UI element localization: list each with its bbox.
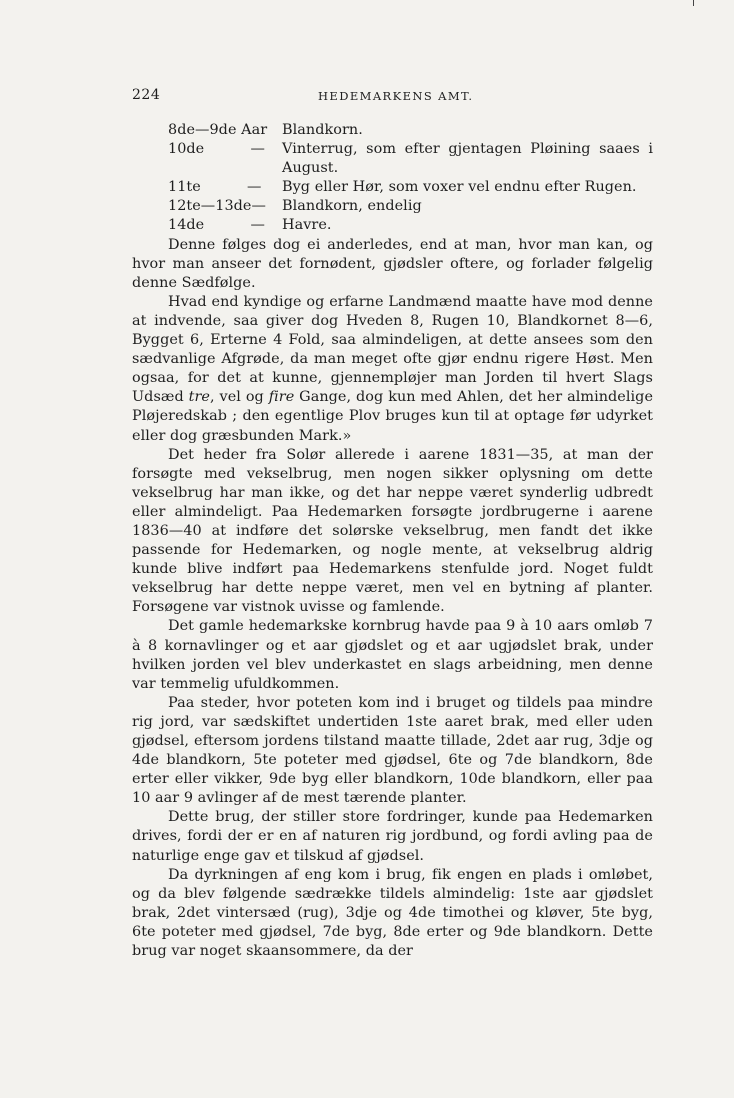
rotation-row [132, 178, 653, 197]
crop-rotation-list [132, 121, 653, 236]
quote-text: Gange, dog kun med Ahlen, det her almindelige Pløjeredskab ; den egentlige Plov bruges kun til at optage før udyrket eller dog græsbunden Mark.» [132, 389, 654, 444]
rotation-row [132, 121, 653, 140]
rotation-year: 14de — [168, 217, 265, 234]
rotation-crop: Blandkorn, endelig [282, 198, 422, 215]
paragraph: Da dyrkningen af eng kom i brug, fik engen en plads i omløbet, og da blev følgende sædrække tildels almindelig: 1ste aar gjødslet brak, 2det vintersæd (rug), 3dje og 4de timothei og kløver, 5te byg, 6te poteter med gjødsel, 7de byg, 8de erter og 9de blandkorn. Dette brug var noget skaansommere, da der [132, 866, 653, 960]
rotation-crop: Vinterrug, som efter gjentagen Pløining saaes i August. [282, 141, 653, 177]
rotation-row [132, 216, 653, 235]
rotation-row [132, 140, 653, 178]
rotation-year: 8de—9de Aar [168, 122, 268, 138]
paragraph: Det heder fra Solør allerede i aarene 1831—35, at man der forsøgte med vekselbrug, men nogen sikker oplysning om dette vekselbrug har man ikke, og det har neppe været synderlig udbredt eller almindeligt. Paa Hedemarken forsøgte jordbrugerne i aarene 1836—40 at indføre det solørske vekselbrug, men fandt det ikke passende for Hedemarken, og nogle mente, at vekselbrug aldrig kunde blive indført paa Hedemarkens stenfulde jord. Noget fuldt vekselbrug har dette neppe været, men vel en bytning af planter. Forsøgene var vistnok uvisse og famlende. [132, 446, 653, 616]
rotation-year: 12te—13de— [168, 198, 266, 215]
rotation-crop: Blandkorn. [282, 122, 363, 138]
quote-italic: tre [188, 389, 210, 406]
paragraph: Paa steder, hvor poteten kom ind i bruget og tildels paa mindre rig jord, var sædskiftet undertiden 1ste aaret brak, med eller uden gjødsel, eftersom jordens tilstand maatte tillade, 2det aar rug, 3dje og 4de blandkorn, 5te poteter med gjødsel, 6te og 7de blandkorn, 8de erter eller vikker, 9de byg eller blandkorn, 10de blandkorn, eller paa 10 aar 9 avlinger af de mest tærende planter. [132, 694, 653, 807]
rotation-row [132, 197, 653, 216]
running-head: HEDEMARKENS AMT. [318, 89, 474, 103]
scan-edge-mark [693, 0, 694, 6]
rotation-crop: Havre. [282, 217, 332, 234]
paragraph: Det gamle hedemarkske kornbrug havde paa 9 à 10 aars omløb 7 à 8 kornavlinger og et aar gjødslet og et aar ugjødslet brak, under hvilken jorden vel blev underkastet en slags arbeidning, men denne var temmelig ufuldkommen. [132, 618, 653, 692]
quote-text: , vel og [209, 389, 269, 406]
page-number: 224 [132, 87, 161, 103]
quoted-paragraph [132, 293, 653, 446]
quote-text: Hvad end kyndige og erfarne Landmænd maatte have mod denne at indvende, saa giver dog Hveden 8, Rugen 10, Blandkornet 8—6, Bygget 6, Erterne 4 Fold, saa almindeligen, at dette ansees som den sædvanlige Afgrøde, da man meget ofte gjør endnu rigere Høst. Men ogsaa, for det at kunne, gjennempløjer man Jorden til hvert Slags Udsæd [132, 293, 653, 406]
rotation-year: 11te — [168, 179, 262, 196]
rotation-year: 10de — [168, 141, 265, 158]
body-text [132, 121, 653, 961]
paragraph: Dette brug, der stiller store fordringer, kunde paa Hedemarken drives, fordi der er en af naturen rig jordbund, og fordi avling paa de naturlige enge gav et tilskud af gjødsel. [132, 809, 653, 864]
quote-italic: fire [268, 389, 295, 406]
rotation-crop: Byg eller Hør, som voxer vel endnu efter Rugen. [282, 179, 637, 196]
paragraph: Denne følges dog ei anderledes, end at man, hvor man kan, og hvor man anseer det fornødent, gjødsler oftere, og forlader følgelig denne Sædfølge. [132, 236, 653, 291]
